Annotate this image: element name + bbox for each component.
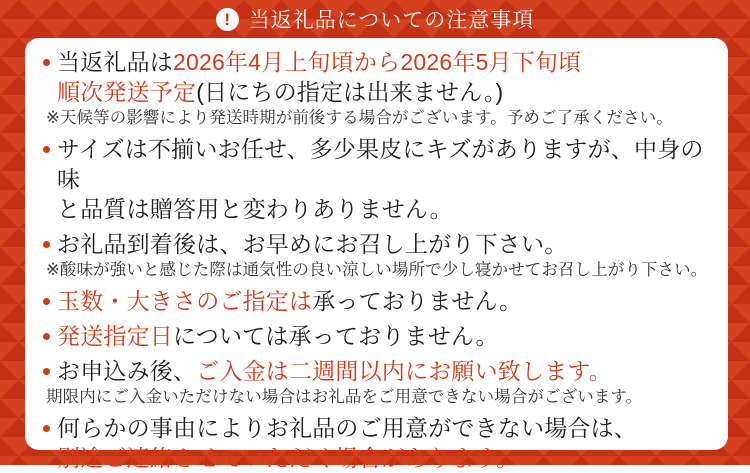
notice-item-no-count-size-request	[46, 286, 712, 316]
notice-text-segment: と品質は贈答用と変わりありません。	[57, 196, 453, 222]
notice-panel	[25, 38, 728, 471]
notice-text	[46, 413, 712, 473]
notice-text-segment: 発送指定日	[57, 323, 173, 349]
notice-text-segment: (日にちの指定は出来ません。)	[196, 79, 504, 105]
notice-text-segment: 当返礼品は	[57, 49, 173, 75]
exclamation-icon: !	[216, 8, 239, 31]
notice-item-payment-deadline	[46, 356, 712, 408]
notice-note: ※天候等の影響により発送時期が前後する場合がございます。予めご了承ください。	[46, 109, 673, 127]
notice-text-segment: 順次発送予定	[57, 79, 197, 105]
notice-text-segment: ご入金は二週間以内にお願い致します。	[196, 358, 612, 384]
notice-text-segment: については承っておりません。	[173, 323, 499, 349]
notice-item-eat-soon	[46, 229, 712, 281]
notice-text	[46, 356, 712, 386]
notice-item-shipping-period	[46, 47, 712, 129]
notice-note: ※酸味が強いと感じた際は通気性の良い涼しい場所で少し寝かせてお召し上がり下さい。	[46, 261, 708, 279]
notice-text-segment: お礼品到着後は、お早めにお召し上がり下さい。	[57, 231, 568, 257]
notice-note: 期限内にご入金いただけない場合はお礼品をご用意できない場合がございます。	[46, 388, 643, 406]
notice-text	[46, 134, 712, 224]
notice-text-segment: 2026年4月上旬頃から2026年5月下旬頃	[173, 49, 582, 75]
notice-header	[0, 0, 750, 38]
notice-item-size-quality	[46, 134, 712, 224]
notice-text-segment: 何らかの事由によりお礼品のご用意ができない場合は、	[57, 415, 637, 441]
page-title: 当返礼品についての注意事項	[248, 9, 535, 32]
notice-text-segment: 承っておりません。	[312, 288, 523, 314]
notice-text-segment: 別途ご連絡させていただく場合があります。	[57, 445, 520, 471]
notice-text-segment: サイズは不揃いお任せ、多少果皮にキズがありますが、中身の味	[57, 136, 704, 192]
notice-text	[46, 47, 712, 107]
notice-text	[46, 321, 712, 351]
notice-list	[46, 47, 712, 473]
notice-item-no-delivery-date	[46, 321, 712, 351]
notice-text	[46, 229, 712, 259]
notice-text-segment: 玉数・大きさのご指定は	[57, 288, 313, 314]
notice-text	[46, 286, 712, 316]
notice-text-segment: お申込み後、	[57, 358, 197, 384]
notice-item-unavailable-contact	[46, 413, 712, 473]
